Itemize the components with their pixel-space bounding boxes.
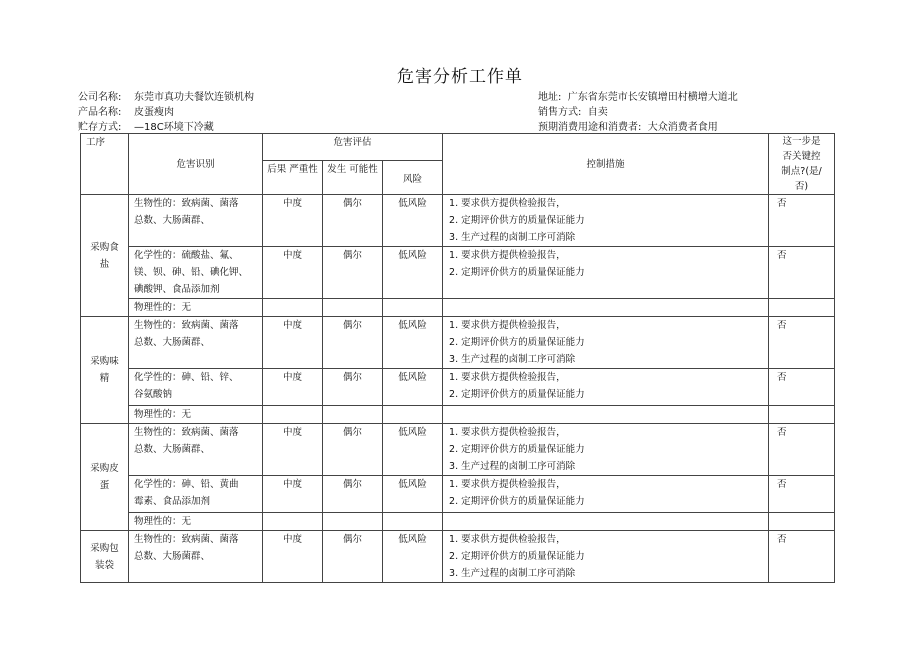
control-measures-cell (443, 195, 769, 247)
control-measure-line: 3. 生产过程的卤制工序可消除 (449, 461, 576, 472)
hazard-line: 化学性的：硫酸盐、氟、 (134, 250, 239, 261)
risk-cell: 低风险 (383, 247, 443, 299)
hazard-line: 总数、大肠菌群、 (134, 337, 211, 348)
storage-label: 贮存方式: (78, 122, 122, 133)
ccp-header-line: 否) (794, 181, 809, 192)
likelihood-cell: 偶尔 (323, 247, 383, 299)
ccp-cell: 否 (769, 369, 835, 406)
hazard-line: 生物性的：致病菌、菌落 (134, 320, 239, 331)
risk-cell: 低风险 (383, 369, 443, 406)
control-measures-cell (443, 424, 769, 476)
risk-cell: 低风险 (383, 476, 443, 513)
likelihood-cell (323, 513, 383, 531)
sales-row (538, 105, 738, 120)
risk-cell: 低风险 (383, 424, 443, 476)
header-left (78, 90, 254, 135)
severity-cell: 中度 (263, 531, 323, 583)
hazard-line: 生物性的：致病菌、菌落 (134, 427, 239, 438)
usage-label: 预期消费用途和消费者: (538, 122, 642, 133)
risk-cell: 低风险 (383, 317, 443, 369)
table-row (81, 531, 835, 583)
col-severity-header: 后果 严重性 (263, 161, 323, 195)
hazard-cell (129, 299, 263, 317)
ccp-cell: 否 (769, 476, 835, 513)
ccp-cell (769, 299, 835, 317)
hazard-line: 物理性的：无 (134, 516, 192, 527)
control-measure-line: 2. 定期评价供方的质量保证能力 (449, 444, 585, 455)
hazard-cell (129, 406, 263, 424)
risk-cell (383, 406, 443, 424)
control-measure-line: 3. 生产过程的卤制工序可消除 (449, 568, 576, 579)
likelihood-cell (323, 406, 383, 424)
process-step-name: 采购皮 (90, 463, 119, 474)
risk-cell (383, 299, 443, 317)
company-label: 公司名称: (78, 92, 122, 103)
hazard-line: 霉素、食品添加剂 (134, 496, 211, 507)
hazard-line: 总数、大肠菌群、 (134, 551, 211, 562)
likelihood-cell: 偶尔 (323, 531, 383, 583)
address-value: 广东省东莞市长安镇增田村横增大道北 (567, 92, 738, 103)
header-right (538, 90, 738, 135)
product-value: 皮蛋瘦肉 (134, 107, 174, 118)
risk-cell: 低风险 (383, 195, 443, 247)
process-step-name: 蛋 (99, 480, 110, 491)
control-measure-line: 1. 要求供方提供检验报告， (449, 534, 566, 545)
product-label: 产品名称: (78, 107, 122, 118)
ccp-header-line: 制点?(是/ (781, 166, 822, 177)
product-row (78, 105, 254, 120)
hazard-line: 总数、大肠菌群、 (134, 215, 211, 226)
hazard-cell (129, 369, 263, 406)
hazard-analysis-table (80, 133, 835, 583)
hazard-line: 物理性的：无 (134, 409, 192, 420)
col-hazard-eval-header: 危害评估 (263, 134, 443, 161)
risk-cell: 低风险 (383, 531, 443, 583)
process-step-cell (81, 424, 129, 531)
hazard-cell (129, 531, 263, 583)
hazard-line: 生物性的：致病菌、菌落 (134, 198, 239, 209)
table-row (81, 476, 835, 513)
hazard-cell (129, 195, 263, 247)
control-measure-line: 3. 生产过程的卤制工序可消除 (449, 232, 576, 243)
likelihood-cell: 偶尔 (323, 369, 383, 406)
hazard-cell (129, 476, 263, 513)
hazard-line: 碘酸钾、食品添加剂 (134, 284, 220, 295)
process-step-name: 盐 (99, 258, 110, 270)
likelihood-cell: 偶尔 (323, 317, 383, 369)
ccp-header-line: 这一步是 (782, 136, 821, 147)
control-measure-line: 2. 定期评价供方的质量保证能力 (449, 337, 585, 348)
severity-cell (263, 513, 323, 531)
control-measure-line: 2. 定期评价供方的质量保证能力 (449, 267, 585, 278)
hazard-cell (129, 513, 263, 531)
control-measure-line: 2. 定期评价供方的质量保证能力 (449, 389, 585, 400)
control-measure-line: 1. 要求供方提供检验报告， (449, 198, 566, 209)
table-row (81, 513, 835, 531)
ccp-cell: 否 (769, 195, 835, 247)
header-row-1 (81, 134, 835, 161)
control-measures-cell (443, 247, 769, 299)
usage-value: 大众消费者食用 (647, 122, 718, 133)
hazard-cell (129, 247, 263, 299)
severity-cell (263, 299, 323, 317)
sales-label: 销售方式: (538, 107, 582, 118)
control-measure-line: 1. 要求供方提供检验报告， (449, 320, 566, 331)
sales-value: 自卖 (587, 107, 608, 118)
control-measure-line: 2. 定期评价供方的质量保证能力 (449, 551, 585, 562)
control-measure-line: 2. 定期评价供方的质量保证能力 (449, 215, 585, 226)
severity-cell: 中度 (263, 195, 323, 247)
likelihood-cell: 偶尔 (323, 476, 383, 513)
table-row (81, 247, 835, 299)
control-measures-cell (443, 317, 769, 369)
control-measure-line: 1. 要求供方提供检验报告， (449, 250, 566, 261)
severity-cell (263, 406, 323, 424)
control-measure-line: 2. 定期评价供方的质量保证能力 (449, 496, 585, 507)
document-title: 危害分析工作单 (397, 67, 523, 87)
hazard-line: 镁、钡、砷、铅、碘化钾、 (134, 267, 249, 278)
process-step-cell (81, 317, 129, 424)
hazard-cell (129, 424, 263, 476)
severity-cell: 中度 (263, 424, 323, 476)
control-measure-line: 1. 要求供方提供检验报告， (449, 372, 566, 383)
process-step-name: 装袋 (94, 559, 114, 571)
control-measures-cell (443, 369, 769, 406)
hazard-cell (129, 317, 263, 369)
likelihood-cell (323, 299, 383, 317)
severity-cell: 中度 (263, 476, 323, 513)
hazard-line: 化学性的：砷、铅、黄曲 (134, 479, 239, 490)
control-measures-cell (443, 513, 769, 531)
table-row (81, 299, 835, 317)
col-risk-header: 风险 (383, 161, 443, 195)
process-step-cell (81, 195, 129, 317)
severity-cell: 中度 (263, 317, 323, 369)
likelihood-cell: 偶尔 (323, 195, 383, 247)
control-measures-cell (443, 299, 769, 317)
control-measure-line: 3. 生产过程的卤制工序可消除 (449, 354, 576, 365)
hazard-line: 谷氨酸钠 (134, 389, 173, 400)
table-row (81, 406, 835, 424)
process-step-name: 精 (99, 373, 110, 384)
ccp-cell (769, 513, 835, 531)
hazard-line: 物理性的：无 (134, 302, 192, 313)
process-step-cell (81, 531, 129, 583)
address-label: 地址: (538, 92, 562, 103)
ccp-cell (769, 406, 835, 424)
control-measure-line: 1. 要求供方提供检验报告， (449, 479, 566, 490)
control-measure-line: 1. 要求供方提供检验报告， (449, 427, 566, 438)
storage-value: —18C环境下冷藏 (134, 122, 214, 133)
process-step-name: 采购味 (90, 356, 119, 367)
severity-cell: 中度 (263, 247, 323, 299)
col-hazard-id-header: 危害识别 (129, 134, 263, 195)
company-value: 东莞市真功夫餐饮连锁机构 (134, 92, 254, 103)
table-row (81, 424, 835, 476)
company-row (78, 90, 254, 105)
severity-cell: 中度 (263, 369, 323, 406)
ccp-cell: 否 (769, 424, 835, 476)
table-row (81, 317, 835, 369)
table-row (81, 369, 835, 406)
control-measures-cell (443, 531, 769, 583)
process-step-name: 采购食 (90, 241, 119, 253)
hazard-line: 生物性的：致病菌、菌落 (134, 534, 239, 545)
col-likelihood-header: 发生 可能性 (323, 161, 383, 195)
hazard-line: 化学性的：砷、铅、锌、 (134, 372, 239, 383)
control-measures-cell (443, 476, 769, 513)
ccp-header-line: 否关键控 (782, 151, 821, 162)
address-row (538, 90, 738, 105)
control-measures-cell (443, 406, 769, 424)
process-step-name: 采购包 (90, 542, 119, 554)
hazard-line: 总数、大肠菌群、 (134, 444, 211, 455)
ccp-cell: 否 (769, 317, 835, 369)
risk-cell (383, 513, 443, 531)
col-control-header: 控制措施 (443, 134, 769, 195)
likelihood-cell: 偶尔 (323, 424, 383, 476)
ccp-cell: 否 (769, 531, 835, 583)
ccp-cell: 否 (769, 247, 835, 299)
col-ccp-header (769, 134, 835, 195)
col-process-header: 工序 (81, 134, 129, 195)
table-row (81, 195, 835, 247)
